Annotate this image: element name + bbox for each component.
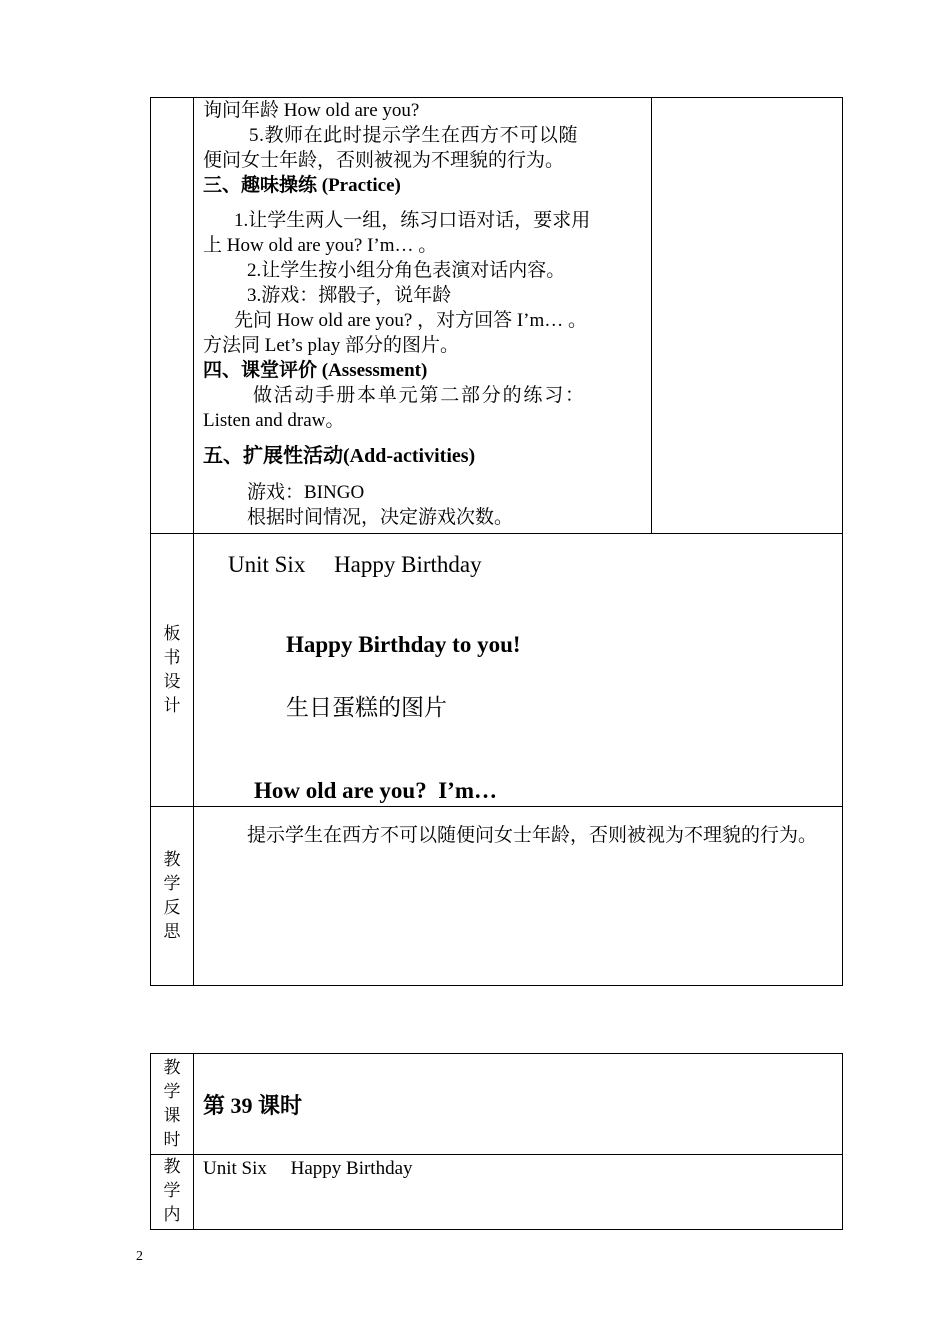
section-activities-heading: 五、扩展性活动(Add-activities)	[203, 445, 476, 467]
teacher-hint-line-2: 便问女士年龄，否则被视为不理貌的行为。	[203, 150, 565, 171]
board-design-row	[151, 534, 843, 807]
practice-item-2: 2.让学生按小组分角色表演对话内容。	[247, 260, 566, 281]
board-design-label: 板 书 设 计	[151, 534, 194, 807]
page-number: 2	[136, 1249, 143, 1264]
activity-note: 根据时间情况，决定游戏次数。	[247, 507, 514, 528]
lesson-plan-table	[150, 97, 843, 986]
section-practice-heading: 三、趣味操练 (Practice)	[203, 175, 401, 196]
procedure-row	[151, 98, 843, 534]
period-value-cell	[194, 1054, 843, 1155]
reflection-label: 教 学 反 思	[151, 807, 194, 986]
board-greeting: Happy Birthday to you!	[286, 632, 521, 657]
practice-item-1-cont: 上 How old are you? I’m… 。	[203, 235, 438, 256]
board-age-question: How old are you? I’m…	[254, 778, 497, 803]
reflection-row	[151, 807, 843, 986]
board-cake-note: 生日蛋糕的图片	[286, 695, 447, 720]
lesson-info-table	[150, 1053, 843, 1230]
section-assessment-heading: 四、课堂评价 (Assessment)	[203, 360, 428, 381]
procedure-content-cell	[194, 98, 652, 534]
practice-item-3: 3.游戏：掷骰子，说年龄	[247, 285, 452, 306]
teacher-hint-line: 5.教师在此时提示学生在西方不可以随	[249, 125, 579, 146]
board-design-content	[194, 534, 843, 807]
activity-game: 游戏：BINGO	[247, 482, 365, 503]
practice-item-3-detail: 先问 How old are you? ，对方回答 I’m… 。	[234, 310, 588, 331]
period-label: 教 学 课 时	[151, 1054, 194, 1155]
board-unit-title: Unit Six Happy Birthday	[228, 552, 482, 577]
content-label: 教 学 内	[151, 1155, 194, 1230]
assessment-text-2: Listen and draw。	[203, 410, 345, 431]
reflection-content	[194, 807, 843, 986]
content-row	[151, 1155, 843, 1230]
reflection-text: 提示学生在西方不可以随便问女士年龄，否则被视为不理貌的行为。	[247, 825, 818, 846]
content-value-cell	[194, 1155, 843, 1230]
practice-item-1: 1.让学生两人一组，练习口语对话，要求用	[234, 210, 591, 231]
practice-item-3-method: 方法同 Let’s play 部分的图片。	[203, 335, 459, 356]
assessment-text: 做活动手册本单元第二部分的练习：	[253, 385, 586, 406]
procedure-label-cell	[151, 98, 194, 534]
notes-cell	[652, 98, 843, 534]
content-value: Unit Six Happy Birthday	[203, 1158, 413, 1179]
age-question-line: 询问年龄 How old are you?	[203, 100, 420, 121]
period-value: 第 39 课时	[203, 1092, 303, 1118]
period-row	[151, 1054, 843, 1155]
